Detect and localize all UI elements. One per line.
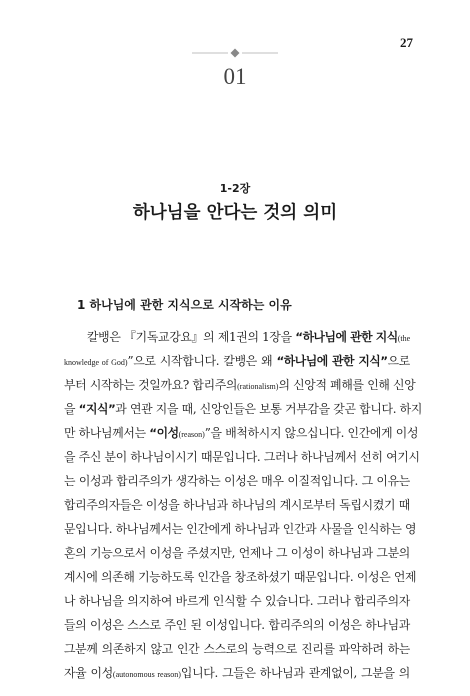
text-line: 합리주의자들은 이성을 하나님과 하나님의 계시로부터 독립시켰기 때 bbox=[64, 498, 410, 512]
body-paragraph bbox=[64, 325, 423, 685]
text-line: 문입니다. 하나님께서는 인간에게 하나님과 인간과 사물을 인식하는 영 bbox=[64, 522, 417, 536]
text-line: 부터 시작하는 것일까요? 합리주의(rationalism)의 신앙적 폐해를 인해 신앙 bbox=[64, 378, 416, 392]
subheading: 1 하나님에 관한 지식으로 시작하는 이유 bbox=[77, 298, 292, 312]
text-line: 을 “지식”과 연관 지을 때, 신앙인들은 보통 거부감을 갖곤 합니다. 하지 bbox=[64, 402, 423, 416]
text-line: 는 이성과 합리주의가 생각하는 이성은 매우 이질적입니다. 그 이유는 bbox=[64, 474, 410, 488]
text-line: 을 주신 분이 하나님이시기 때문입니다. 그러나 하나님께서 선히 여기시 bbox=[64, 450, 420, 464]
text-line: 들의 이성은 스스로 주인 된 이성입니다. 합리주의의 이성은 하나님과 bbox=[64, 618, 410, 632]
text-line: 나 하나님을 의지하여 바르게 인식할 수 있습니다. 그러나 합리주의자 bbox=[64, 594, 410, 608]
text-line: 혼의 기능으로서 이성을 주셨지만, 언제나 그 이성이 하나님과 그분의 bbox=[64, 546, 410, 560]
text-line: knowledge of God)”으로 시작합니다. 칼뱅은 왜 “하나님에 관한 지식”으로 bbox=[64, 354, 410, 368]
text-line: 계시에 의존해 기능하도록 인간을 창조하셨기 때문입니다. 이성은 언제 bbox=[64, 570, 417, 584]
chapter-number: 01 bbox=[223, 64, 247, 89]
chapter-title: 하나님을 안다는 것의 의미 bbox=[132, 203, 338, 223]
text-line: 그분께 의존하지 않고 인간 스스로의 능력으로 진리를 파악하려 하는 bbox=[64, 642, 410, 656]
text-line: 만 하나님께서는 “이성(reason)”을 배척하시지 않으십니다. 인간에게 이성 bbox=[64, 426, 419, 440]
text-line: 자율 이성(autonomous reason)입니다. 그들은 하나님과 관계없이, 그분을 의 bbox=[64, 666, 410, 680]
text-line: 칼뱅은 『기독교강요』의 제1권의 1장을 “하나님에 관한 지식(the bbox=[87, 330, 411, 344]
section-label: 1-2장 bbox=[219, 182, 251, 195]
page-number: 27 bbox=[400, 35, 413, 50]
chapter-ornament bbox=[192, 47, 278, 59]
